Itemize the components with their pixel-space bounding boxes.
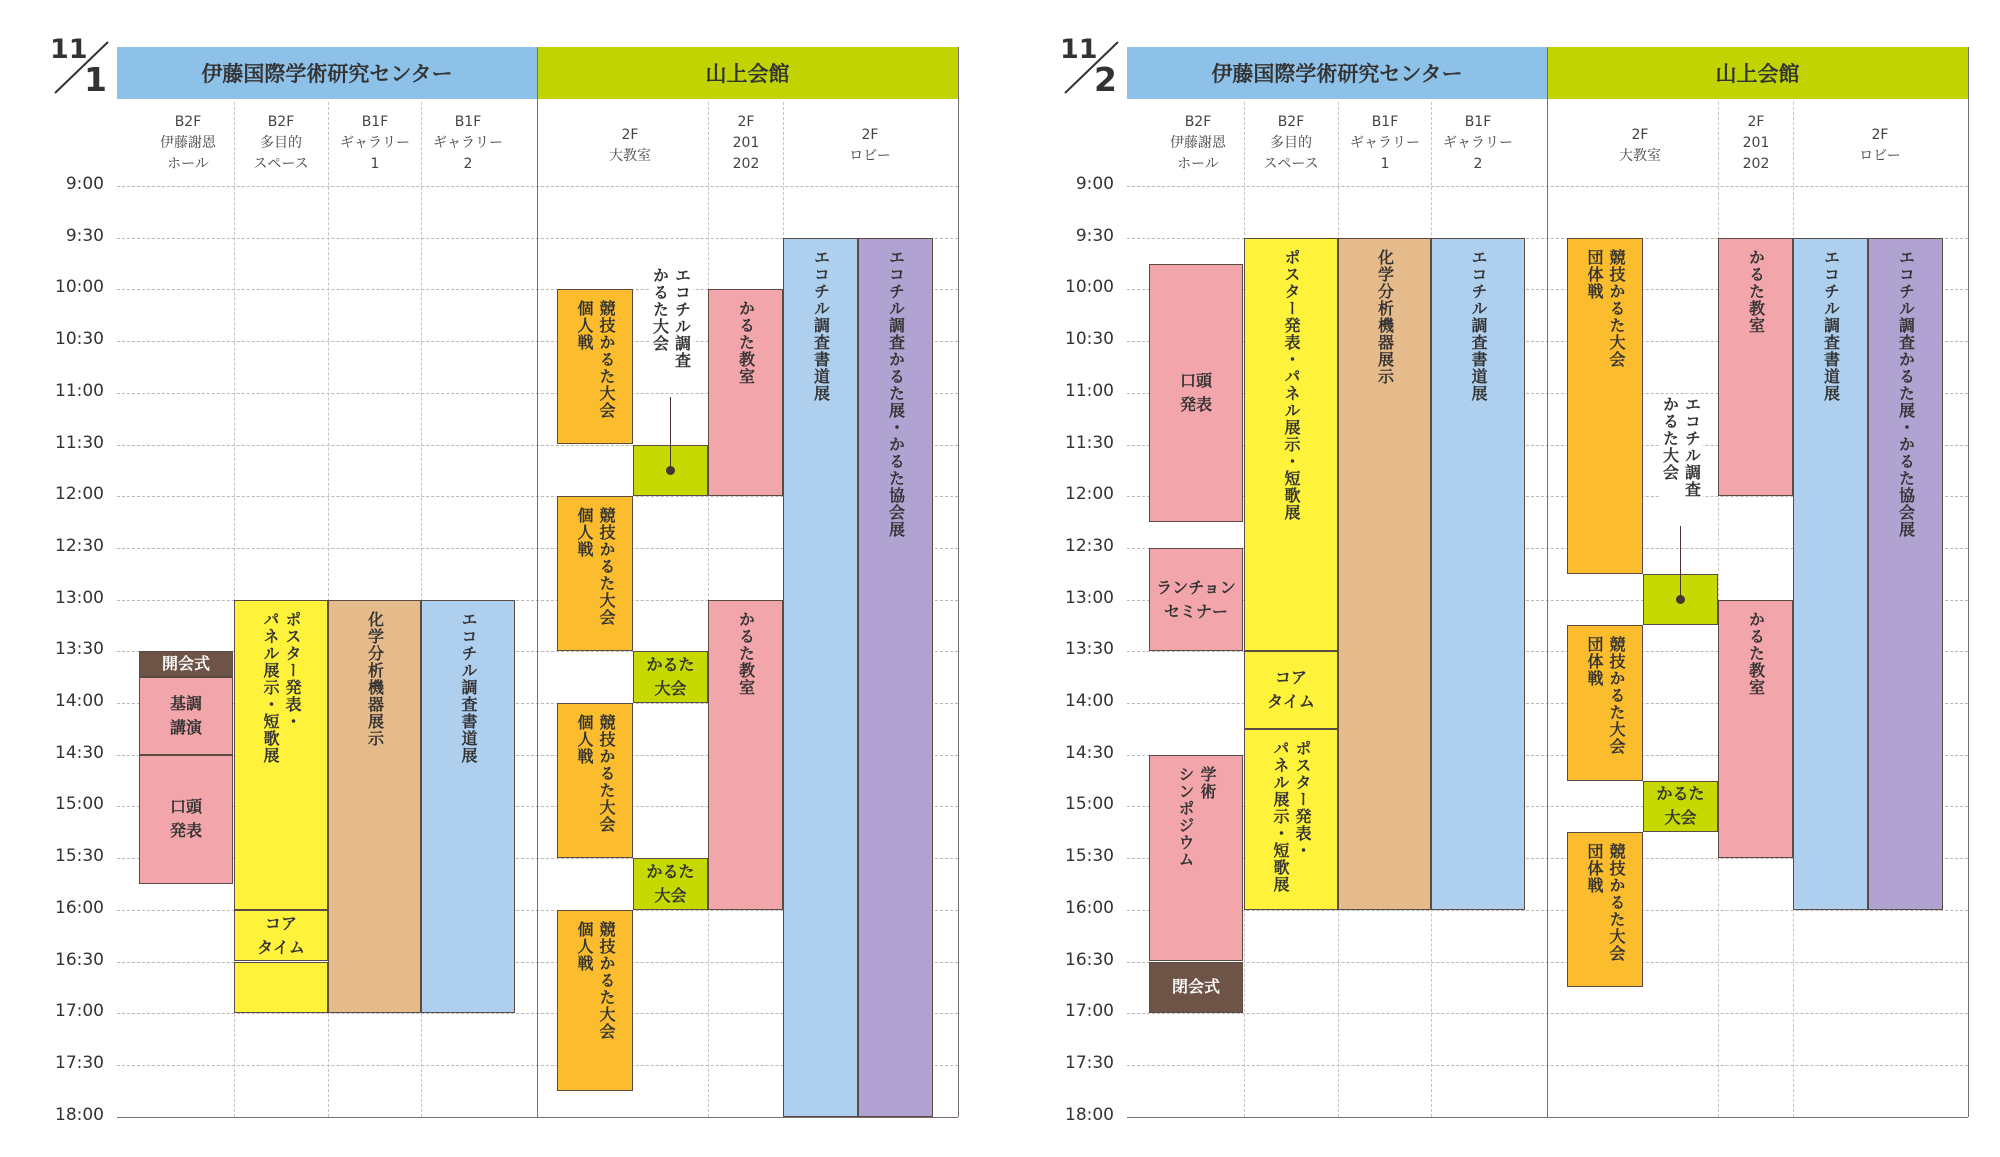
event-label: かるた教室: [1746, 248, 1766, 334]
event-block: [1244, 729, 1338, 910]
venue-header-sanjo: 山上会館: [537, 47, 958, 99]
event-label: コア タイム: [257, 913, 305, 957]
event-label: 競技かるた大会 団体戦: [1585, 843, 1626, 963]
room-label: B1F ギャラリー 1: [1350, 114, 1420, 172]
callout-label: エコチル調査 かるた大会: [650, 266, 692, 369]
time-label: 11:30: [1065, 432, 1114, 453]
time-label: 13:30: [1065, 639, 1114, 660]
time-label: 9:00: [65, 174, 104, 194]
room-label: 2F ロビー: [1859, 127, 1901, 164]
event-label: 競技かるた大会 個人戦: [575, 920, 616, 1040]
time-label: 15:00: [55, 794, 104, 815]
time-label: 12:00: [55, 484, 104, 505]
time-label: 13:30: [55, 639, 104, 660]
time-label: 18:00: [1065, 1104, 1114, 1125]
event-block: [1868, 238, 1943, 910]
event-block: [1567, 625, 1643, 780]
event-label: かるた 大会: [646, 861, 695, 905]
event-block: [1149, 755, 1243, 962]
room-label: B2F 多目的 スペース: [253, 114, 309, 172]
event-label: 口頭 発表: [1179, 370, 1212, 414]
event-label: 競技かるた大会 個人戦: [575, 300, 616, 420]
time-label: 17:30: [55, 1052, 104, 1073]
event-label: 学術 シンポジウム: [1176, 765, 1217, 868]
room-label: B2F 伊藤謝恩 ホール: [160, 114, 216, 172]
date-month: 11: [1060, 34, 1098, 65]
event-block: [557, 703, 633, 858]
room-label: 2F 大教室: [1619, 127, 1661, 164]
event-label: 開会式: [161, 654, 210, 674]
event-block: [1244, 238, 1338, 652]
event-label: ランチョン セミナー: [1156, 577, 1236, 621]
time-label: 17:00: [1065, 1001, 1114, 1022]
time-gridline: [117, 1117, 958, 1118]
event-label: ポスター発表・ パネル展示・短歌展: [1271, 739, 1312, 893]
event-block: [708, 600, 783, 910]
event-block: [234, 910, 328, 962]
date-month: 11: [50, 34, 88, 65]
event-label: エコチル調査かるた展・かるた協会展: [1896, 248, 1916, 538]
room-label: B2F 伊藤謝恩 ホール: [1170, 114, 1226, 172]
event-block: [1643, 781, 1718, 833]
event-label: 閉会式: [1171, 977, 1220, 997]
event-label: 口頭 発表: [169, 797, 202, 841]
time-label: 10:30: [55, 329, 104, 350]
time-label: 9:30: [65, 225, 104, 246]
time-label: 16:30: [1065, 949, 1114, 970]
event-block: [139, 651, 233, 677]
event-label: エコチル調査書道展: [1469, 248, 1488, 402]
date-day: 2: [1094, 60, 1117, 99]
event-label: かるた 大会: [1656, 784, 1705, 828]
callout-line: [1680, 526, 1681, 600]
event-block: [1149, 264, 1243, 523]
time-label: 11:00: [55, 380, 104, 401]
venue-header-ito: 伊藤国際学術研究センター: [1127, 47, 1547, 99]
event-block: [708, 289, 783, 496]
time-label: 9:00: [1075, 174, 1114, 194]
time-label: 16:00: [1065, 897, 1114, 918]
time-label: 17:30: [1065, 1052, 1114, 1073]
event-label: エコチル調査書道展: [1821, 248, 1841, 402]
venue-header-sanjo: 山上会館: [1547, 47, 1968, 99]
event-block: [557, 289, 633, 444]
time-label: 10:00: [1065, 277, 1114, 298]
event-block: [1718, 238, 1793, 497]
event-block: [783, 238, 858, 1117]
event-label: かるた教室: [1746, 610, 1766, 696]
event-block: [421, 600, 515, 1014]
event-label: 基調 講演: [169, 693, 202, 737]
time-label: 13:00: [1065, 587, 1114, 608]
time-label: 12:30: [55, 535, 104, 556]
event-block: [1431, 238, 1525, 910]
event-label: かるた教室: [736, 300, 756, 386]
room-label: 2F 201 202: [1742, 114, 1770, 172]
venue-divider: [537, 47, 538, 1117]
event-label: エコチル調査書道展: [459, 610, 478, 764]
event-block: [557, 496, 633, 651]
event-block: [234, 962, 328, 1014]
time-gridline: [1127, 1117, 1968, 1118]
event-label: 競技かるた大会 個人戦: [575, 507, 616, 627]
time-label: 14:30: [1065, 742, 1114, 763]
event-label: かるた 大会: [646, 655, 695, 699]
time-label: 11:00: [1065, 380, 1114, 401]
event-label: かるた教室: [736, 610, 756, 696]
venue-divider: [1968, 47, 1969, 1117]
time-label: 12:30: [1065, 535, 1114, 556]
event-block: [1567, 832, 1643, 987]
event-block: [1567, 238, 1643, 574]
event-block: [633, 651, 708, 703]
time-label: 11:30: [55, 432, 104, 453]
venue-header-ito: 伊藤国際学術研究センター: [117, 47, 537, 99]
room-label: B1F ギャラリー 2: [1443, 114, 1513, 172]
event-label: 競技かるた大会 団体戦: [1585, 248, 1626, 368]
date-day: 1: [84, 60, 107, 99]
time-label: 12:00: [1065, 484, 1114, 505]
time-label: 9:30: [1075, 225, 1114, 246]
event-block: [1244, 651, 1338, 729]
event-block: [234, 600, 328, 910]
event-block: [1149, 548, 1243, 651]
time-label: 10:00: [55, 277, 104, 298]
event-block: [139, 677, 233, 755]
room-label: B2F 多目的 スペース: [1263, 114, 1319, 172]
callout-label: エコチル調査 かるた大会: [1660, 395, 1702, 498]
time-label: 16:30: [55, 949, 104, 970]
time-label: 15:30: [55, 846, 104, 867]
event-label: 競技かるた大会 団体戦: [1585, 636, 1626, 756]
room-label: 2F 大教室: [609, 127, 651, 164]
callout-line: [670, 397, 671, 471]
day-2-schedule: [1010, 0, 2000, 1157]
venue-divider: [958, 47, 959, 1117]
room-label: B1F ギャラリー 2: [433, 114, 503, 172]
event-label: コア タイム: [1267, 668, 1315, 712]
event-block: [139, 755, 233, 884]
time-label: 15:30: [1065, 846, 1114, 867]
time-label: 14:30: [55, 742, 104, 763]
event-block: [1793, 238, 1868, 910]
room-label: B1F ギャラリー 1: [340, 114, 410, 172]
event-label: エコチル調査書道展: [811, 248, 831, 402]
room-label: 2F 201 202: [732, 114, 760, 172]
time-label: 17:00: [55, 1001, 104, 1022]
event-label: ポスター発表・パネル展示・短歌展: [1282, 248, 1301, 521]
event-label: 化学分析機器展示: [1375, 248, 1395, 385]
event-label: エコチル調査かるた展・かるた協会展: [886, 248, 906, 538]
event-label: ポスター発表・ パネル展示・短歌展: [261, 610, 302, 764]
time-label: 10:30: [1065, 329, 1114, 350]
time-label: 14:00: [55, 691, 104, 711]
event-block: [1149, 962, 1243, 1014]
event-block: [557, 910, 633, 1091]
venue-divider: [1547, 47, 1548, 1117]
event-label: 化学分析機器展示: [365, 610, 385, 747]
event-block: [328, 600, 421, 1014]
time-label: 15:00: [1065, 794, 1114, 815]
time-label: 18:00: [55, 1104, 104, 1125]
time-label: 13:00: [55, 587, 104, 608]
time-label: 14:00: [1065, 691, 1114, 711]
event-label: 競技かるた大会 個人戦: [575, 714, 616, 833]
room-label: 2F ロビー: [849, 127, 891, 164]
time-label: 16:00: [55, 897, 104, 918]
event-block: [1338, 238, 1431, 910]
event-block: [858, 238, 933, 1117]
event-block: [633, 858, 708, 910]
event-block: [1718, 600, 1793, 859]
